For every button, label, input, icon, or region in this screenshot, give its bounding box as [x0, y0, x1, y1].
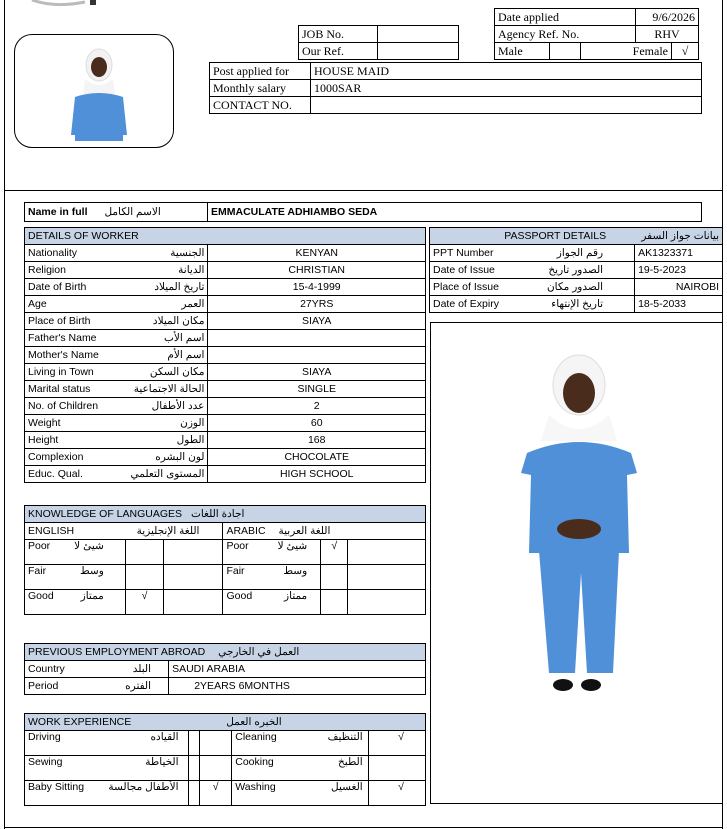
worker-field-label-ar: مكان السكن: [149, 366, 205, 378]
worker-field-label-en: Date of Birth: [28, 281, 87, 293]
worker-field-label-ar: تاريخ الميلاد: [154, 281, 205, 293]
passport-field-label-ar: تاريخ الإنتهاء: [551, 298, 604, 310]
worker-details-table: [24, 227, 426, 483]
passport-field-value: NAIROBI: [635, 279, 723, 296]
worker-row: [25, 449, 426, 466]
worker-field-label-en: Father's Name: [28, 332, 97, 344]
agency-ref-value: RHV: [636, 26, 699, 43]
page-border-bottom: [4, 827, 723, 828]
language-level-row: [25, 540, 426, 565]
english-level-label-ar: شيئ لا: [74, 540, 104, 552]
passport-header-en: PASSPORT DETAILS: [504, 230, 607, 242]
passport-field-value: 19-5-2023: [635, 262, 723, 279]
contact-label: CONTACT NO.: [210, 97, 311, 114]
passport-header-ar: بيانات جواز السفر: [641, 230, 719, 242]
languages-header-ar: اجادة اللغات: [190, 508, 245, 520]
language-level-row: [25, 590, 426, 615]
arabic-level-checkbox: [321, 565, 348, 590]
period-value: 2YEARS 6MONTHS: [191, 678, 425, 695]
passport-field-value: 18-5-2033: [635, 296, 723, 313]
arabic-level-label-en: Poor: [226, 540, 249, 552]
language-level-row: [25, 565, 426, 590]
employment-header-ar: العمل في الخارجي: [218, 646, 300, 658]
worker-field-value: HIGH SCHOOL: [208, 466, 426, 483]
worker-field-label-ar: الجنسية: [170, 247, 205, 259]
experience-right-label-ar: الطبخ: [338, 756, 363, 768]
worker-photo-large: [431, 323, 722, 803]
arabic-label-en: ARABIC: [226, 525, 266, 537]
passport-table: [429, 227, 723, 313]
worker-row: [25, 279, 426, 296]
salary-label: Monthly salary: [210, 80, 311, 97]
worker-field-value: 2: [208, 398, 426, 415]
agency-ref-label: Agency Ref. No.: [495, 26, 636, 43]
experience-left-label-en: Baby Sitting: [28, 781, 85, 793]
passport-field-label-en: PPT Number: [433, 247, 494, 259]
job-no-value: [378, 26, 459, 43]
arabic-level-checkbox: √: [321, 540, 348, 565]
name-value: EMMACULATE ADHIAMBO SEDA: [208, 203, 702, 222]
worker-field-value: SINGLE: [208, 381, 426, 398]
experience-header-ar: الخبره العمل: [226, 716, 282, 728]
english-level-label-ar: ممتاز: [80, 590, 104, 602]
passport-row: [430, 279, 723, 296]
period-label-en: Period: [28, 680, 59, 692]
english-level-checkbox: √: [125, 590, 163, 615]
passport-field-label-ar: رقم الجواز: [556, 247, 604, 259]
worker-field-label-en: No. of Children: [28, 400, 99, 412]
worker-field-label-en: Nationality: [28, 247, 78, 259]
period-label-ar: الفتره: [125, 680, 152, 692]
languages-header-en: KNOWLEDGE OF LANGUAGES: [28, 508, 183, 520]
worker-field-value: KENYAN: [208, 245, 426, 262]
worker-field-label-en: Marital status: [28, 383, 91, 395]
country-value: SAUDI ARABIA: [169, 661, 426, 678]
worker-field-label-en: Height: [28, 434, 59, 446]
passport-row: [430, 262, 723, 279]
english-level-label-en: Good: [28, 590, 54, 602]
large-photo-frame: [430, 322, 723, 804]
worker-field-label-en: Age: [28, 298, 47, 310]
worker-field-label-ar: لون البشره: [155, 451, 205, 463]
contact-value: [311, 97, 702, 114]
date-applied-value: 9/6/2026: [636, 9, 699, 26]
experience-left-checkbox: √: [199, 781, 231, 806]
name-label-en: Name in full: [28, 206, 88, 218]
experience-left-label-en: Sewing: [28, 756, 63, 768]
worker-field-value: SIAYA: [208, 364, 426, 381]
worker-row: [25, 364, 426, 381]
passport-field-value: AK1323371: [635, 245, 723, 262]
male-label: Male: [495, 43, 550, 60]
worker-field-label-en: Place of Birth: [28, 315, 91, 327]
worker-row: [25, 262, 426, 279]
experience-right-label-en: Cleaning: [235, 731, 277, 743]
page-border-left: [4, 0, 5, 829]
worker-field-value: 27YRS: [208, 296, 426, 313]
worker-row: [25, 466, 426, 483]
passport-row: [430, 245, 723, 262]
worker-photo-small: [15, 35, 173, 147]
worker-details-header: DETAILS OF WORKER: [25, 228, 426, 245]
name-label-ar: الاسم الكامل: [104, 206, 161, 218]
worker-field-label-ar: العمر: [181, 298, 205, 310]
passport-field-label-ar: الصدور مكان: [546, 281, 604, 293]
experience-left-checkbox: [199, 731, 231, 756]
employment-header-en: PREVIOUS EMPLOYMENT ABROAD: [28, 646, 206, 658]
worker-row: [25, 415, 426, 432]
experience-left-label-ar: الخياطة: [145, 756, 179, 768]
english-label-ar: اللغة الإنجليزية: [136, 525, 200, 537]
worker-field-label-ar: المستوى التعلمي: [130, 468, 205, 480]
arabic-level-label-ar: ممتاز: [284, 590, 308, 602]
experience-header-en: WORK EXPERIENCE: [28, 716, 132, 728]
job-no-label: JOB No.: [299, 26, 378, 43]
experience-row: [25, 756, 426, 781]
worker-field-label-ar: مكان الميلاد: [152, 315, 205, 327]
experience-row: [25, 731, 426, 756]
worker-row: [25, 245, 426, 262]
post-table: [209, 62, 702, 114]
experience-left-label-ar: الأطفال مجالسة: [108, 781, 179, 793]
english-level-checkbox: [125, 540, 163, 565]
arabic-level-label-ar: شيئ لا: [277, 540, 308, 552]
worker-row: [25, 381, 426, 398]
arabic-level-label-en: Fair: [226, 565, 245, 577]
experience-right-label-en: Cooking: [235, 756, 274, 768]
languages-table: [24, 505, 426, 615]
worker-row: [25, 313, 426, 330]
passport-field-label-en: Date of Expiry: [433, 298, 499, 310]
worker-field-value: [208, 347, 426, 364]
post-label: Post applied for: [210, 63, 311, 80]
english-level-label-en: Poor: [28, 540, 51, 552]
application-info-table: [494, 8, 699, 60]
female-checkbox: √: [672, 43, 699, 60]
experience-right-label-en: Washing: [235, 781, 276, 793]
country-label-en: Country: [28, 663, 65, 675]
arabic-level-checkbox: [321, 590, 348, 615]
passport-field-label-en: Date of Issue: [433, 264, 495, 276]
country-label-ar: البلد: [132, 663, 152, 675]
worker-field-value: [208, 330, 426, 347]
arabic-level-label-ar: وسط: [283, 565, 308, 577]
logo-fragment: [30, 0, 120, 8]
experience-left-checkbox: [199, 756, 231, 781]
worker-field-value: 15-4-1999: [208, 279, 426, 296]
work-experience-table: [24, 713, 426, 806]
experience-left-label-ar: القياده: [150, 731, 179, 743]
passport-field-label-ar: الصدور تاريخ: [548, 264, 604, 276]
worker-field-label-en: Mother's Name: [28, 349, 99, 361]
english-level-label-en: Fair: [28, 565, 47, 577]
worker-field-label-en: Complexion: [28, 451, 84, 463]
our-ref-label: Our Ref.: [299, 43, 378, 60]
passport-row: [430, 296, 723, 313]
english-label-en: ENGLISH: [28, 525, 75, 537]
worker-field-value: CHOCOLATE: [208, 449, 426, 466]
worker-field-value: 168: [208, 432, 426, 449]
experience-right-checkbox: [377, 756, 425, 781]
worker-field-value: 60: [208, 415, 426, 432]
worker-field-label-en: Educ. Qual.: [28, 468, 83, 480]
female-label: Female: [581, 43, 672, 60]
small-photo-frame: [14, 34, 174, 148]
worker-row: [25, 330, 426, 347]
worker-field-label-ar: الوزن: [180, 417, 205, 429]
experience-right-checkbox: √: [377, 731, 425, 756]
arabic-label-ar: اللغة العربية: [278, 525, 331, 537]
worker-row: [25, 398, 426, 415]
worker-field-label-ar: عدد الأطفال: [151, 400, 205, 412]
our-ref-value: [378, 43, 459, 60]
worker-field-label-ar: الديانة: [178, 264, 205, 276]
worker-field-label-ar: الحالة الاجتماعية: [133, 383, 205, 395]
worker-row: [25, 432, 426, 449]
experience-right-label-ar: الغسيل: [331, 781, 363, 793]
experience-row: [25, 781, 426, 806]
passport-field-label-en: Place of Issue: [433, 281, 499, 293]
experience-right-checkbox: √: [377, 781, 425, 806]
section-divider: [4, 190, 723, 191]
salary-value: 1000SAR: [311, 80, 702, 97]
employment-table: [24, 643, 426, 695]
worker-row: [25, 296, 426, 313]
worker-field-label-en: Religion: [28, 264, 66, 276]
worker-field-value: SIAYA: [208, 313, 426, 330]
male-checkbox: [550, 43, 581, 60]
worker-field-label-en: Living in Town: [28, 366, 94, 378]
worker-field-label-ar: الطول: [176, 434, 205, 446]
job-ref-table: [298, 25, 459, 60]
name-table: [24, 202, 702, 222]
worker-field-label-ar: اسم الأب: [164, 332, 205, 344]
experience-left-label-en: Driving: [28, 731, 61, 743]
date-applied-label: Date applied: [495, 9, 636, 26]
worker-field-label-en: Weight: [28, 417, 61, 429]
worker-row: [25, 347, 426, 364]
post-value: HOUSE MAID: [311, 63, 702, 80]
english-level-label-ar: وسط: [79, 565, 104, 577]
arabic-level-label-en: Good: [226, 590, 253, 602]
worker-field-label-ar: اسم الأم: [167, 349, 205, 361]
worker-field-value: CHRISTIAN: [208, 262, 426, 279]
english-level-checkbox: [125, 565, 163, 590]
experience-right-label-ar: التنظيف: [327, 731, 363, 743]
